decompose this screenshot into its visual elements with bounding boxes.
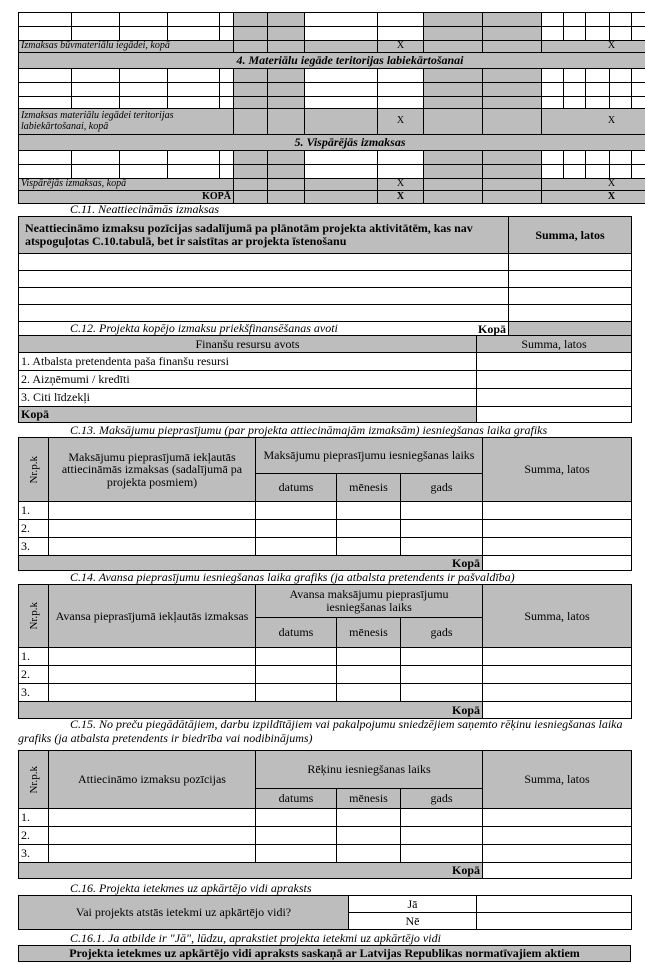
table-row xyxy=(19,809,632,827)
c16-caption: C.16. Projekta ietekmes uz apkārtējo vidi apraksts xyxy=(70,881,312,895)
c12-row-label: 1. Atbalsta pretendenta paša finanšu resursi xyxy=(19,353,477,371)
c15-col-time-group: Rēķinu iesniegšanas laiks xyxy=(256,751,483,789)
table-row xyxy=(19,896,632,913)
c13-total-label: Kopā xyxy=(19,556,483,571)
section-heading-row xyxy=(19,135,645,151)
c13-col-nr: Nr.p.k xyxy=(19,438,49,502)
table-row xyxy=(19,271,632,288)
table-row xyxy=(19,97,645,109)
x-mark: X xyxy=(542,179,645,191)
c11-header-right: Summa, latos xyxy=(509,217,632,254)
c16-table xyxy=(18,895,631,930)
subtotal-row xyxy=(19,109,645,135)
x-mark: X xyxy=(378,41,424,53)
table-row xyxy=(19,13,645,27)
subtotal-row xyxy=(19,179,645,191)
table-row xyxy=(19,151,645,165)
c15-col-year: gads xyxy=(401,789,483,809)
section-heading-row xyxy=(19,53,645,69)
section-4-heading: 4. Materiālu iegāde teritorijas labiekārtošanai xyxy=(19,53,645,69)
c15-caption: C.15. No preču piegādātājiem, darbu izpildītājiem vai pakalpojumu sniedzējiem saņemto rēķinu iesniegšanas laika grafiks (ja atbalsta pretendents ir biedrība vai nodibinājums) xyxy=(18,717,623,745)
c14-col-position: Avansa pieprasījumā iekļautās izmaksas xyxy=(49,585,256,648)
table-row xyxy=(19,371,632,389)
x-mark: X xyxy=(378,179,424,191)
section-5-heading: 5. Vispārējās izmaksas xyxy=(19,135,645,151)
table-row xyxy=(19,648,632,666)
total-row xyxy=(19,407,632,423)
total-row xyxy=(19,702,632,719)
row-number: 3. xyxy=(19,845,49,863)
c13-col-position: Maksājumu pieprasījumā iekļautās attiecināmās izmaksas (sadalījumā pa projekta posmiem) xyxy=(49,438,256,502)
top-cost-grid xyxy=(18,12,645,204)
building-total-label: Izmaksas būvmateriālu iegādei, kopā xyxy=(19,41,234,53)
table-row xyxy=(19,845,632,863)
table-row xyxy=(19,165,645,179)
total-row xyxy=(19,556,632,571)
c13-col-sum: Summa, latos xyxy=(483,438,632,502)
x-mark: X xyxy=(378,109,424,135)
c14-caption: C.14. Avansa pieprasījumu iesniegšanas laika grafiks (ja atbalsta pretendents ir pašvaldība) xyxy=(70,570,515,584)
table-row xyxy=(19,389,632,407)
table-row xyxy=(19,27,645,41)
c13-col-month: mēnesis xyxy=(337,474,401,502)
c15-col-month: mēnesis xyxy=(337,789,401,809)
c12-header-right: Summa, latos xyxy=(477,336,632,353)
c161-table xyxy=(18,945,631,962)
c15-col-date: datums xyxy=(256,789,337,809)
c15-table xyxy=(18,750,631,879)
c16-answer-yes: Jā xyxy=(349,896,477,913)
row-number: 2. xyxy=(19,827,49,845)
table-header xyxy=(19,438,632,474)
c16-answer-no: Nē xyxy=(349,913,477,930)
c13-caption: C.13. Maksājumu pieprasījumu (par projekta attiecināmajām izmaksām) iesniegšanas laika grafiks xyxy=(70,423,548,437)
x-mark: X xyxy=(542,41,645,53)
c15-col-position: Attiecināmo izmaksu pozīcijas xyxy=(49,751,256,809)
c15-col-sum: Summa, latos xyxy=(483,751,632,809)
row-number: 2. xyxy=(19,520,49,538)
total-row xyxy=(19,863,632,879)
table-row xyxy=(19,520,632,538)
c14-col-nr: Nr.p.k xyxy=(19,585,49,648)
c16-no-field[interactable] xyxy=(477,913,632,930)
c12-row-label: 3. Citi līdzekļi xyxy=(19,389,477,407)
table-row xyxy=(19,538,632,556)
table-row xyxy=(19,666,632,684)
row-number: 3. xyxy=(19,538,49,556)
table-row xyxy=(19,305,632,322)
subtotal-row xyxy=(19,41,645,53)
materials-total-label: Izmaksas materiālu iegādei teritorijas labiekārtošanai, kopā xyxy=(19,109,234,135)
general-total-label: Vispārējās izmaksas, kopā xyxy=(19,179,234,191)
c12-row-label: 2. Aizņēmumi / kredīti xyxy=(19,371,477,389)
c14-total-label: Kopā xyxy=(19,702,483,719)
c14-col-month: mēnesis xyxy=(337,618,401,648)
c14-col-date: datums xyxy=(256,618,337,648)
row-number: 1. xyxy=(19,648,49,666)
c12-header-left: Finanšu resursu avots xyxy=(19,336,477,353)
c13-col-time-group: Maksājumu pieprasījumu iesniegšanas laiks xyxy=(256,438,483,474)
c12-total-label: Kopā xyxy=(19,407,477,423)
row-number: 3. xyxy=(19,684,49,702)
c161-heading: Projekta ietekmes uz apkārtējo vidi apraksts saskaņā ar Latvijas Republikas normatīvajiem aktiem xyxy=(19,946,631,962)
grand-total-label: KOPĀ xyxy=(19,191,234,204)
c13-col-date: datums xyxy=(256,474,337,502)
row-number: 1. xyxy=(19,809,49,827)
c11-total-label: Kopā xyxy=(19,322,509,337)
c11-table xyxy=(18,216,631,337)
table-row xyxy=(19,684,632,702)
table-row xyxy=(19,827,632,845)
c14-col-time-group: Avansa maksājumu pieprasījumu iesniegšanas laiks xyxy=(256,585,483,618)
c13-table xyxy=(18,437,631,571)
x-mark: X xyxy=(542,191,645,204)
table-header xyxy=(19,751,632,789)
table-row xyxy=(19,83,645,97)
table-header xyxy=(19,336,632,353)
table-row xyxy=(19,353,632,371)
table-header xyxy=(19,585,632,618)
c11-caption: C.11. Neattiecināmās izmaksas xyxy=(70,202,220,216)
x-mark: X xyxy=(378,191,424,204)
table-row xyxy=(19,502,632,520)
c16-yes-field[interactable] xyxy=(477,896,632,913)
c161-caption: C.16.1. Ja atbilde ir "Jā", lūdzu, aprakstiet projekta ietekmi uz apkārtējo vidi xyxy=(70,931,441,945)
table-header xyxy=(19,217,632,254)
c15-col-nr: Nr.p.k xyxy=(19,751,49,809)
c15-total-label: Kopā xyxy=(19,863,483,879)
c14-col-sum: Summa, latos xyxy=(483,585,632,648)
table-row xyxy=(19,288,632,305)
c11-header-left: Neattiecināmo izmaksu pozīcijas sadalījumā pa plānotām projekta aktivitātēm, kas nav atspoguļotas C.10.tabulā, bet ir saistītas ar projekta īstenošanu xyxy=(19,217,509,254)
x-mark: X xyxy=(542,109,645,135)
top-cost-table xyxy=(18,12,631,204)
c16-question: Vai projekts atstās ietekmi uz apkārtējo vidi? xyxy=(19,896,349,930)
c14-table xyxy=(18,584,631,719)
table-header xyxy=(19,946,631,962)
table-row xyxy=(19,69,645,83)
row-number: 2. xyxy=(19,666,49,684)
c13-col-year: gads xyxy=(401,474,483,502)
table-row xyxy=(19,254,632,271)
row-number: 1. xyxy=(19,502,49,520)
c12-caption: C.12. Projekta kopējo izmaksu priekšfinansēšanas avoti xyxy=(70,321,338,335)
c12-table xyxy=(18,335,631,423)
c14-col-year: gads xyxy=(401,618,483,648)
